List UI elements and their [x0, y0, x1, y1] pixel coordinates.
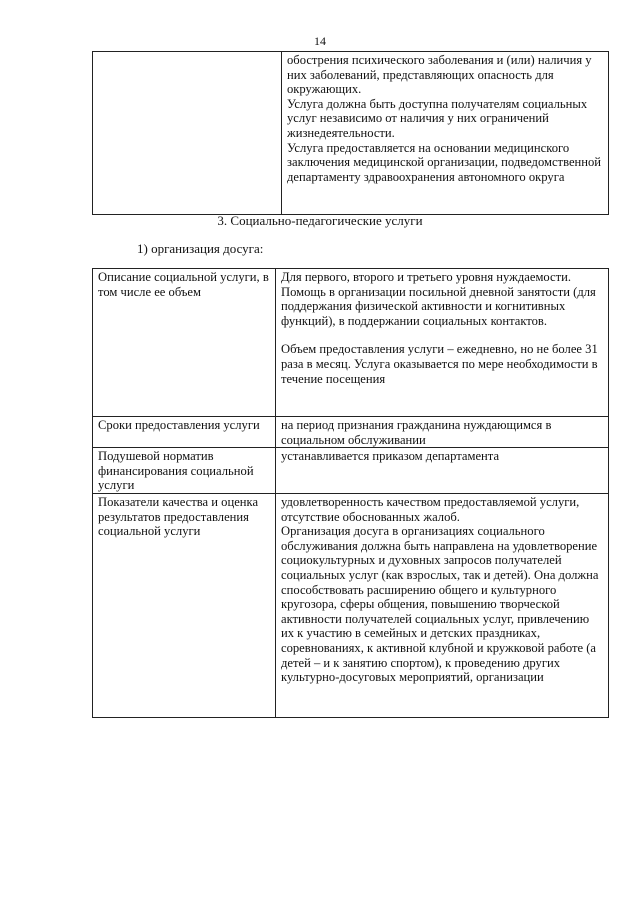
- row-value: [276, 417, 609, 448]
- paragraph-gap: [281, 328, 603, 342]
- continued-table: [92, 51, 609, 215]
- service-table: [92, 268, 609, 718]
- paragraph: Помощь в организации посильной дневной занятости (для поддержания физической активности и когнитивных функций), в поддержании социальных контактов.: [281, 284, 596, 328]
- row-label: Описание социальной услуги, в том числе ее объем: [93, 269, 276, 417]
- row-label: Подушевой норматив финансирования социальной услуги: [93, 448, 276, 494]
- row-value: [276, 448, 609, 494]
- paragraph: устанавливается приказом департамента: [281, 449, 500, 464]
- table-row: [93, 493, 609, 717]
- section-title: 3. Социально-педагогические услуги: [217, 213, 423, 228]
- row-label: Сроки предоставления услуги: [93, 417, 276, 448]
- row-label: Показатели качества и оценка результатов предоставления социальной услуги: [93, 493, 276, 717]
- paragraph: Услуга предоставляется на основании медицинского заключения медицинской организации, подведомственной департаменту здравоохранения автономного округа: [287, 140, 602, 184]
- paragraph: обострения психического заболевания и (или) наличия у них заболеваний, представляющих опасность для окружающих.: [287, 53, 592, 97]
- paragraph: Для первого, второго и третьего уровня нуждаемости.: [281, 270, 572, 284]
- table-row: [93, 52, 609, 215]
- table-row: [93, 417, 609, 448]
- paragraph: Услуга должна быть доступна получателям социальных услуг независимо от наличия у них ограничений жизнедеятельности.: [287, 96, 588, 140]
- continued-right-cell: [282, 52, 609, 215]
- page-number: 14: [314, 34, 326, 48]
- paragraph: Объем предоставления услуги – ежедневно, но не более 31 раза в месяц. Услуга оказывается по мере необходимости в течение посещения: [281, 342, 598, 386]
- paragraph: Организация досуга в организациях социального обслуживания должна быть направлена на удовлетворение социокультурных и духовных запросов получателей социальных услуг (как взрослых, так и детей). Она должна способствовать расширению общего и культурного кругозора, сферы общения, повышению творческой активности получателей социальных услуг, привлечению их к участию в семейных и детских праздниках, соревнованиях, к активной клубной и кружковой работе (а детей – и к занятию спортом), к проведению других культурно-досуговых мероприятий, организации: [281, 524, 599, 685]
- row-value: [276, 269, 609, 417]
- paragraph: на период признания гражданина нуждающимся в социальном обслуживании: [281, 418, 552, 447]
- paragraph: удовлетворенность качеством предоставляемой услуги, отсутствие обоснованных жалоб.: [281, 494, 580, 524]
- table-row: [93, 269, 609, 417]
- table-row: [93, 448, 609, 494]
- row-value: [276, 493, 609, 717]
- subsection-title: 1) организация досуга:: [137, 241, 264, 256]
- continued-left-cell: [93, 52, 282, 215]
